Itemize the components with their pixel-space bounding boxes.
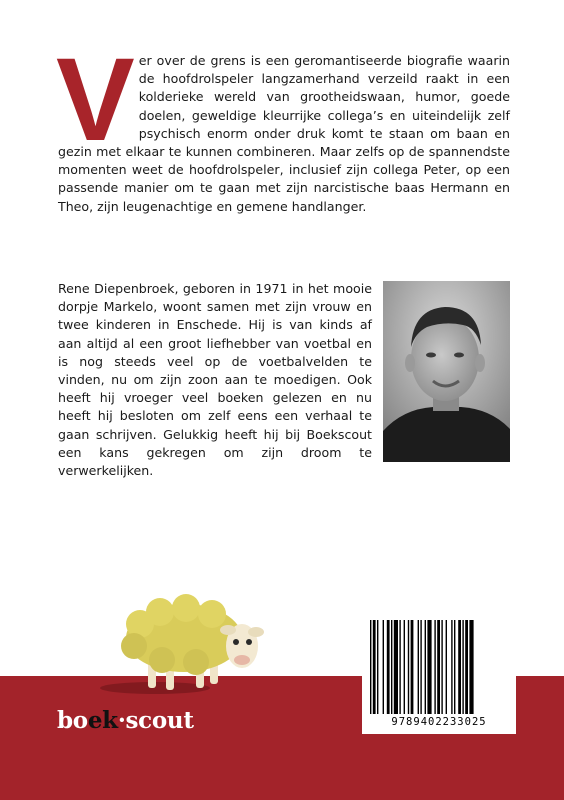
barcode-bars: [370, 620, 508, 714]
isbn-number: 9789402233025: [391, 716, 487, 728]
back-cover-blurb: [56, 34, 510, 216]
author-portrait-icon: [383, 281, 510, 462]
isbn-barcode: [362, 610, 516, 734]
blurb-text: er over de grens is een geromantiseerde biografie waarin de hoofdrolspeler langzamerhand verzeild raakt in een kolderieke wereld van grootheidswaan, humor, goede doelen, geweldige kleurrijke collega’s en uiteindelijk zelf psychisch enorm onder druk komt te staan om baan en gezin met elkaar te kunnen combineren. Maar zelfs op de spannendste momenten weet de hoofdrolspeler, inclusief zijn collega Peter, op een passende manier om te gaan met zijn narcistische baas Hermann en Theo, zijn leugenachtige en gemene handlanger.: [58, 53, 510, 214]
author-bio: Rene Diepenbroek, geboren in 1971 in het mooie dorpje Markelo, woont samen met zijn vrouw en twee kinderen in Enschede. Hij is van kinds af aan altijd al een groot liefhebber van voetbal en is nog steeds veel op de voetbalvelden te vinden, nu om zijn zoon aan te moedigen. Ook heeft hij vroeger veel boeken gelezen en nu heeft hij besloten om zelf eens een verhaal te gaan schrijven. Gelukkig heeft hij bij Boekscout een kans gekregen om zijn droom te verwerkelijken.: [58, 281, 372, 479]
sheep-icon: [100, 590, 270, 700]
logo-text-ek: ek: [87, 707, 118, 734]
publisher-logo: [57, 707, 194, 734]
author-photo: [383, 281, 510, 462]
logo-dot: ·: [117, 707, 126, 734]
logo-text-bo: bo: [57, 707, 88, 734]
logo-text-scout: scout: [125, 707, 194, 734]
drop-cap: V: [56, 34, 133, 166]
